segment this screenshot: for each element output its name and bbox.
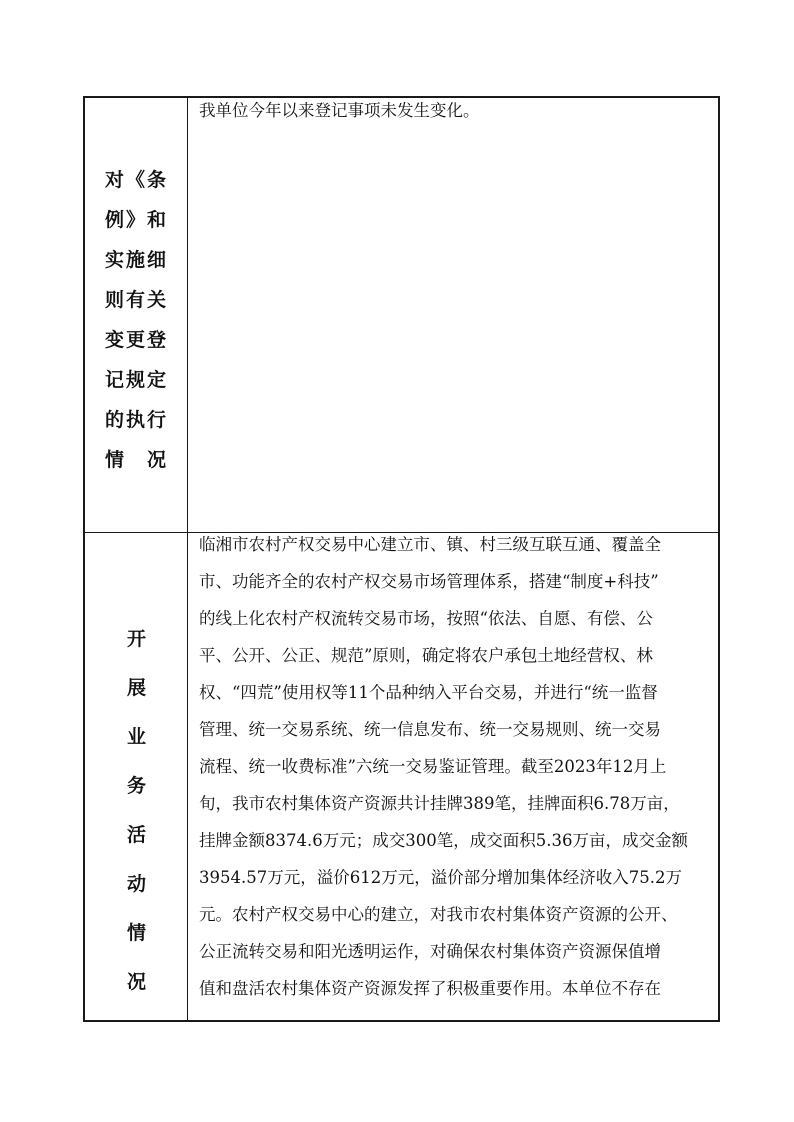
label-line: 实施细 bbox=[104, 249, 168, 271]
change-registration-label-cell bbox=[85, 98, 188, 532]
content-line: 3954.57万元，溢价612万元，溢价部分增加集体经济收入75.2万 bbox=[199, 868, 682, 887]
label-line: 况 bbox=[126, 971, 146, 993]
change-registration-content bbox=[199, 92, 714, 129]
label-line: 活 bbox=[126, 824, 146, 846]
label-line: 业 bbox=[126, 726, 146, 748]
label-line: 务 bbox=[126, 775, 146, 797]
label-line: 记规定 bbox=[104, 369, 168, 391]
content-line: 管理、统一交易系统、统一信息发布、统一交易规则、统一交易 bbox=[199, 720, 661, 739]
business-activities-content bbox=[199, 526, 714, 1007]
business-activities-label bbox=[85, 615, 188, 1007]
label-line: 则有关 bbox=[104, 289, 168, 311]
content-line: 挂牌金额8374.6万元；成交300笔，成交面积5.36万亩，成交金额 bbox=[199, 831, 688, 850]
label-line: 开 bbox=[126, 628, 146, 650]
business-activities-row bbox=[85, 532, 718, 1021]
content-line: 流程、统一收费标准”六统一交易鉴证管理。截至2023年12月上 bbox=[199, 757, 667, 776]
label-line: 例》和 bbox=[104, 209, 168, 231]
content-line: 平、公开、公正、规范”原则，确定将农户承包土地经营权、林 bbox=[199, 646, 653, 665]
change-registration-row bbox=[85, 98, 718, 532]
label-line: 的执行 bbox=[104, 409, 168, 431]
label-line: 对《条 bbox=[104, 169, 168, 191]
content-line: 值和盘活农村集体资产资源发挥了积极重要作用。本单位不存在 bbox=[199, 979, 661, 998]
content-line: 临湘市农村产权交易中心建立市、镇、村三级互联互通、覆盖全 bbox=[199, 535, 661, 554]
change-registration-label bbox=[85, 160, 188, 480]
label-line: 情 况 bbox=[104, 449, 168, 471]
business-activities-content-cell bbox=[188, 533, 718, 1021]
change-registration-content-cell bbox=[188, 98, 718, 532]
content-line: 我单位今年以来登记事项未发生变化。 bbox=[199, 101, 480, 120]
business-activities-label-cell bbox=[85, 533, 188, 1021]
content-line: 的线上化农村产权流转交易市场，按照“依法、自愿、有偿、公 bbox=[199, 609, 653, 628]
content-line: 市、功能齐全的农村产权交易市场管理体系，搭建“制度+科技” bbox=[199, 572, 659, 591]
content-line: 元。农村产权交易中心的建立，对我市农村集体资产资源的公开、 bbox=[199, 905, 678, 924]
content-line: 公正流转交易和阳光透明运作，对确保农村集体资产资源保值增 bbox=[199, 942, 661, 961]
label-line: 情 bbox=[126, 922, 146, 944]
content-line: 旬，我市农村集体资产资源共计挂牌389笔，挂牌面积6.78万亩， bbox=[199, 794, 680, 813]
content-line: 权、“四荒”使用权等11个品种纳入平台交易，并进行“统一监督 bbox=[199, 683, 658, 702]
label-line: 变更登 bbox=[104, 329, 168, 351]
label-line: 动 bbox=[126, 873, 146, 895]
report-form-table bbox=[83, 96, 720, 1022]
label-line: 展 bbox=[126, 677, 146, 699]
